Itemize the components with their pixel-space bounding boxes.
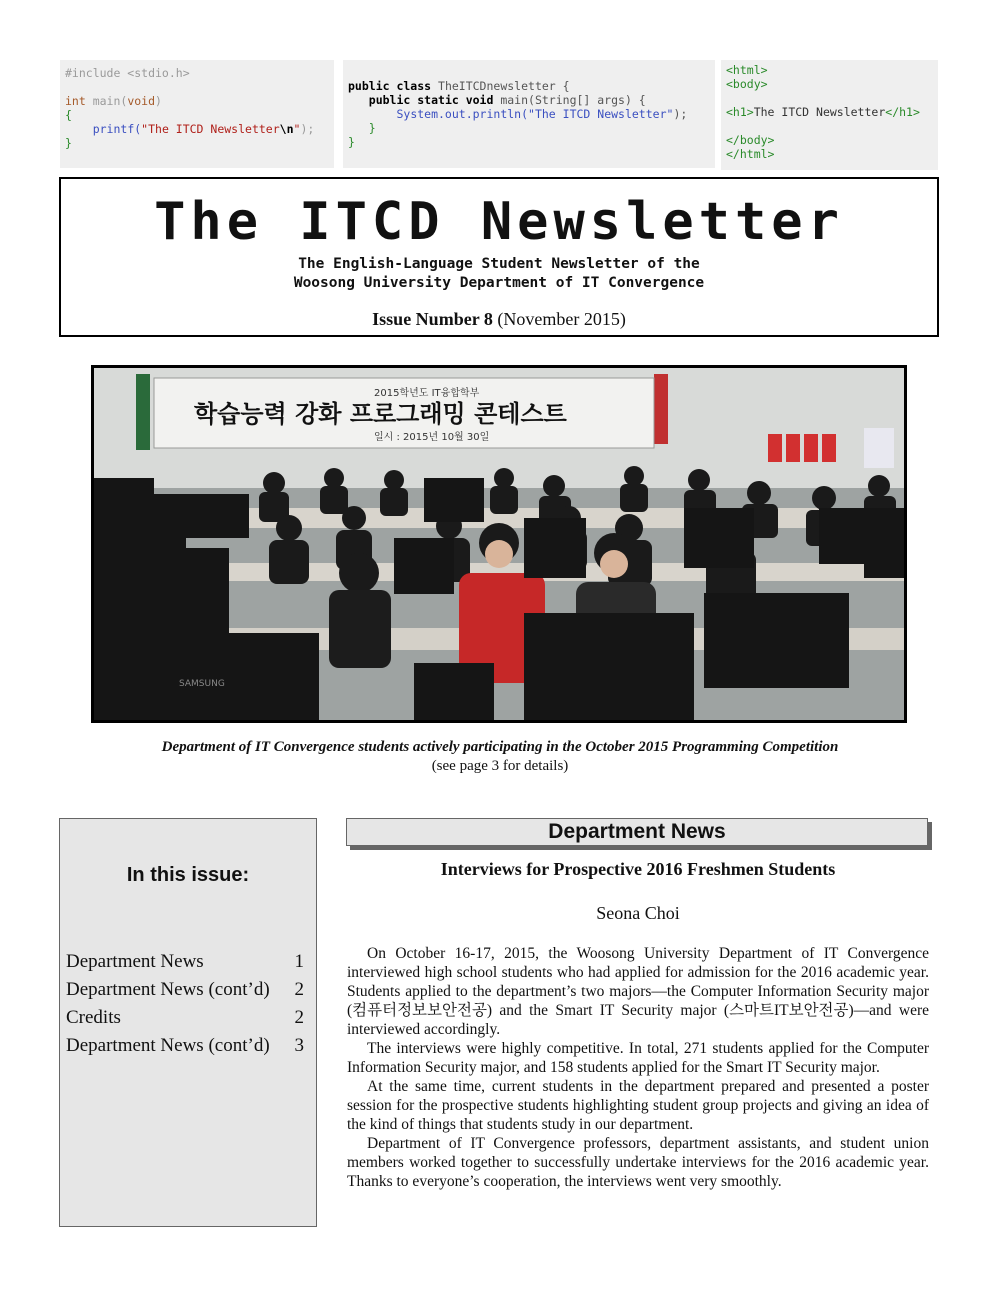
- article-title: Interviews for Prospective 2016 Freshmen Students: [440, 859, 836, 879]
- article-paragraph: On October 16-17, 2015, the Woosong University Department of IT Convergence interviewed high school students who had applied for admission for the 2016 academic year. Students applied to the department’s two majors—the Computer Information Security major (컴퓨터정보보안전공) and the Smart IT Security major (스마트IT보안전공)—and were interviewed accordingly.: [347, 945, 929, 1038]
- code-h1-close: </h1>: [885, 105, 920, 119]
- issue-line: [61, 309, 937, 330]
- article-paragraph: At the same time, current students in the department prepared and presented a poster session for the prospective students highlighting student group projects and giving an idea of the kind of things that students study in our department.: [347, 1078, 929, 1133]
- newsletter-subtitle-line2: Woosong University Department of IT Convergence: [293, 275, 705, 291]
- newsletter-subtitle-line1: The English-Language Student Newsletter of the: [298, 256, 700, 272]
- code-body-open: <body>: [726, 77, 768, 91]
- toc-item-page: 1: [294, 951, 304, 972]
- toc-item-label: Credits: [66, 1007, 121, 1028]
- toc-item-page: 2: [294, 979, 304, 1000]
- code-void-keyword: void: [127, 94, 156, 108]
- code-newline-escape: \n: [279, 122, 294, 136]
- code-close-paren: ): [155, 94, 162, 108]
- monitor-brand-label: SAMSUNG: [179, 679, 225, 689]
- code-semicolon: );: [300, 122, 315, 136]
- issue-number: Issue Number 8: [372, 309, 493, 329]
- code-html-close: </html>: [726, 147, 775, 161]
- article-body: [347, 944, 929, 1191]
- code-h1-text: The ITCD Newsletter: [753, 105, 886, 119]
- code-printf: printf(: [92, 122, 142, 136]
- toc-item: [66, 976, 304, 1004]
- in-this-issue-title: In this issue:: [126, 864, 250, 886]
- toc-item: [66, 1032, 304, 1060]
- caption-sub: (see page 3 for details): [431, 758, 569, 774]
- code-h1-open: <h1>: [726, 105, 754, 119]
- code-public-static-void: public static void: [368, 93, 494, 107]
- article-paragraph: The interviews were highly competitive. In total, 271 students applied for the Computer Information Security major, and 158 students applied for the Smart IT Security major.: [347, 1040, 929, 1076]
- code-class-name: TheITCDnewsletter {: [431, 79, 570, 93]
- code-public-class: public class: [348, 79, 432, 93]
- code-main-signature: main(String[] args) {: [493, 93, 646, 107]
- toc-item: [66, 948, 304, 976]
- issue-date: (November 2015): [497, 309, 626, 329]
- caption-main: Department of IT Convergence students actively participating in the October 2015 Programming Competition: [161, 739, 839, 755]
- masthead: [59, 177, 939, 337]
- toc-item-label: Department News (cont’d): [66, 1035, 270, 1056]
- code-open-brace: {: [65, 108, 72, 122]
- code-body-close: </body>: [726, 133, 775, 147]
- toc-item-label: Department News (cont’d): [66, 979, 270, 1000]
- code-java-string: "The ITCD Newsletter": [528, 107, 674, 121]
- in-this-issue-box: [59, 818, 317, 1227]
- banner-small-text: 2015학년도 IT융합학부: [374, 388, 480, 399]
- code-println: System.out.println(: [396, 107, 529, 121]
- contest-photo: [91, 365, 907, 723]
- code-html-open: <html>: [726, 63, 768, 77]
- table-of-contents: [66, 948, 304, 1060]
- toc-item: [66, 1004, 304, 1032]
- photo-caption: [60, 738, 940, 776]
- code-close-brace: }: [65, 136, 72, 150]
- article-author: Seona Choi: [596, 903, 680, 923]
- department-news-header: Department News: [346, 818, 928, 846]
- code-main: main(: [85, 94, 128, 108]
- code-string: "The ITCD Newsletter: [141, 122, 280, 136]
- code-string-end: ": [293, 122, 301, 136]
- article-paragraph: Department of IT Convergence professors, department assistants, and student union members worked together to successfully undertake interviews for the 2016 academic year. Thanks to everyone’s cooperation, the interviews went very smoothly.: [347, 1135, 929, 1190]
- html-code-snippet: [721, 60, 938, 170]
- banner-date-text: 일시 : 2015년 10월 30일: [374, 432, 490, 443]
- java-code-snippet: [343, 60, 715, 168]
- code-inner-brace: }: [368, 121, 376, 135]
- code-int-keyword: int: [65, 94, 86, 108]
- code-java-end: );: [673, 107, 688, 121]
- toc-item-label: Department News: [66, 951, 204, 972]
- toc-item-page: 2: [294, 1007, 304, 1028]
- c-code-snippet: [60, 60, 334, 168]
- newsletter-title: The ITCD Newsletter: [154, 192, 844, 252]
- code-include: #include <stdio.h>: [65, 66, 190, 80]
- code-outer-brace: }: [348, 135, 355, 149]
- toc-item-page: 3: [294, 1035, 304, 1056]
- banner-main-text: 학습능력 강화 프로그래밍 콘테스트: [194, 400, 567, 428]
